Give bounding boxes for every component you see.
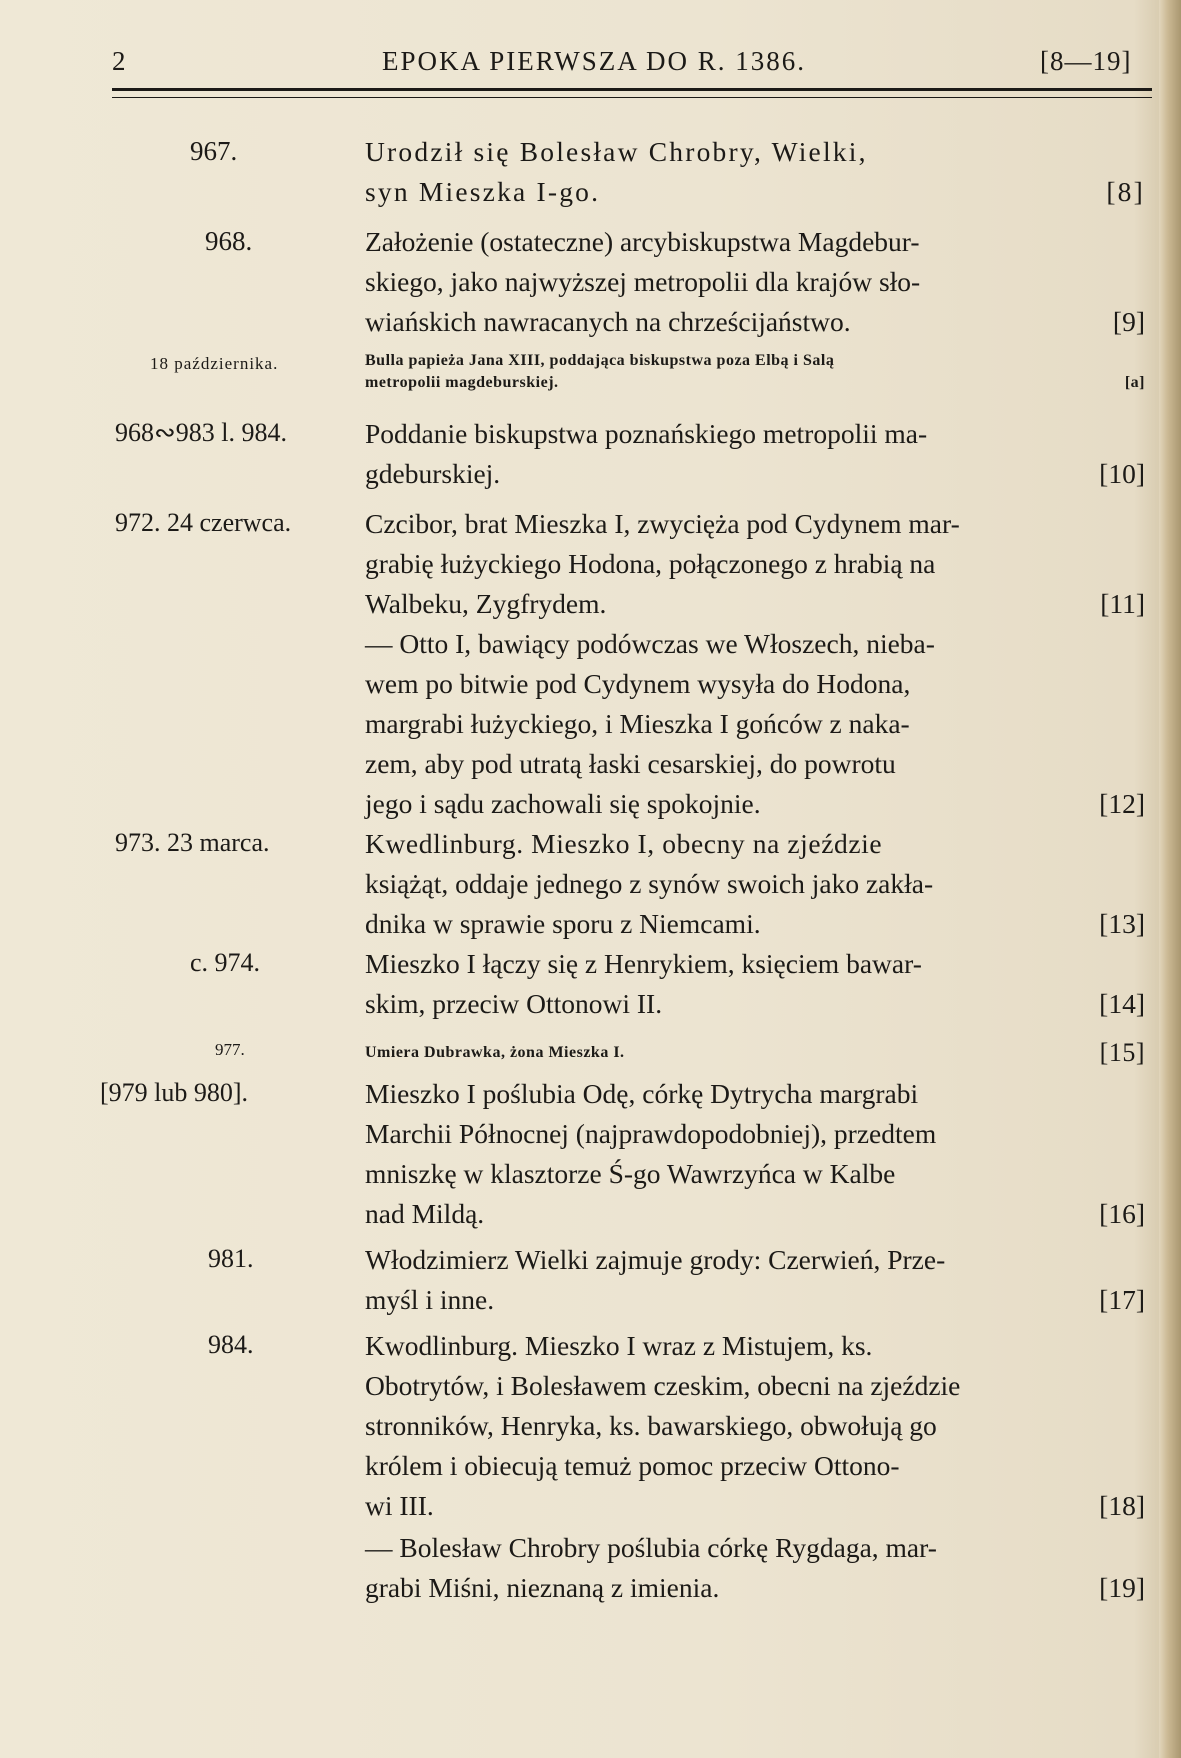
page-edge: [1159, 0, 1181, 1758]
entry-line: Założenie (ostateczne) arcybiskupstwa Magdebur-: [365, 226, 920, 257]
entry-date: c. 974.: [190, 948, 261, 977]
entry-ref: [15]: [1099, 1038, 1145, 1067]
entry-line-last: [365, 584, 1145, 624]
entry-text: [365, 944, 1145, 1024]
entry-date: 977.: [215, 1040, 245, 1059]
entry-line: grabię łużyckiego Hodona, połączonego z hrabią na: [365, 548, 936, 579]
entry-date: 972. 24 czerwca.: [115, 508, 292, 537]
entry-line: syn Mieszka I-go.: [365, 176, 601, 207]
entry-line: — Bolesław Chrobry poślubia córkę Rygdaga, mar-: [365, 1532, 937, 1563]
entry-line-last: [365, 984, 1145, 1024]
entry-line: Mieszko I poślubia Odę, córkę Dytrycha margrabi: [365, 1078, 919, 1109]
entry-ref: [8]: [1106, 176, 1145, 207]
entry-line: grabi Miśni, nieznaną z imienia.: [365, 1572, 720, 1603]
entry-text: [365, 350, 1145, 394]
entry-line: Bulla papieża Jana XIII, poddająca biskupstwa poza Elbą i Salą: [365, 352, 835, 369]
entry-date: 18 października.: [150, 354, 279, 373]
entry-text: [365, 1240, 1145, 1320]
entry-line: Czcibor, brat Mieszka I, zwycięża pod Cydynem mar-: [365, 508, 960, 539]
entry-text: [365, 824, 1145, 944]
running-title: EPOKA PIERWSZA DO R. 1386.: [382, 46, 807, 76]
entry-text: [365, 624, 1145, 824]
entry-line-last: [365, 172, 1145, 212]
entry-line-last: [365, 1568, 1145, 1608]
entry-line: Kwedlinburg. Mieszko I, obecny na zjeździe: [365, 828, 883, 859]
entry-line-last: [365, 454, 1145, 494]
entry-line: Walbeku, Zygfrydem.: [365, 588, 607, 619]
entry-line: Mieszko I łączy się z Henrykiem, księciem bawar-: [365, 948, 922, 979]
entry-range: [8—19]: [1040, 46, 1132, 76]
entry-line: wiańskich nawracanych na chrześcijaństwo.: [365, 306, 851, 337]
entry-text: [365, 414, 1145, 494]
entry-date: 984.: [208, 1330, 254, 1359]
entry-date: 968.: [205, 226, 253, 256]
entry-ref: [14]: [1099, 988, 1145, 1019]
entry-text: [365, 1326, 1145, 1526]
entry-line: książąt, oddaje jednego z synów swoich jako zakła-: [365, 868, 934, 899]
entry-ref: [a]: [1124, 374, 1145, 391]
entry-ref: [11]: [1100, 588, 1145, 619]
entry-ref: [16]: [1099, 1198, 1145, 1229]
entry-line: Marchii Północnej (najprawdopodobniej), przedtem: [365, 1118, 937, 1149]
entry-line-last: [365, 1280, 1145, 1320]
entry-line: wem po bitwie pod Cydynem wysyła do Hodona,: [365, 668, 911, 699]
entry-line: Urodził się Bolesław Chrobry, Wielki,: [365, 136, 868, 167]
entry-line: wi III.: [365, 1490, 434, 1521]
entry-line: Obotrytów, i Bolesławem czeskim, obecni na zjeździe: [365, 1370, 961, 1401]
entry-line: margrabi łużyckiego, i Mieszka I gońców z naka-: [365, 708, 910, 739]
entry-line: Włodzimierz Wielki zajmuje grody: Czerwień, Prze-: [365, 1244, 946, 1275]
entry-text: [365, 132, 1145, 212]
entry-ref: [10]: [1099, 458, 1145, 489]
entry-ref: [17]: [1099, 1284, 1145, 1315]
entry-line-last: [365, 302, 1145, 342]
entry-line-last: [365, 1194, 1145, 1234]
entry-line-last: [365, 1486, 1145, 1526]
entry-text: [365, 1074, 1145, 1234]
entry-line: — Otto I, bawiący podówczas we Włoszech, nieba-: [365, 628, 935, 659]
entry-date: 981.: [208, 1244, 254, 1273]
entry-line: Umiera Dubrawka, żona Mieszka I.: [365, 1044, 625, 1061]
entry-line: skim, przeciw Ottonowi II.: [365, 988, 663, 1019]
entry-line-last: [365, 904, 1145, 944]
entry-line: dnika w sprawie sporu z Niemcami.: [365, 908, 761, 939]
entry-line: nad Mildą.: [365, 1198, 485, 1229]
entry-ref: [13]: [1099, 908, 1145, 939]
entry-line: skiego, jako najwyższej metropolii dla krajów sło-: [365, 266, 921, 297]
entry-line: zem, aby pod utratą łaski cesarskiej, do powrotu: [365, 748, 896, 779]
entry-line: gdeburskiej.: [365, 458, 501, 489]
running-head: [112, 40, 1152, 80]
entry-ref: [19]: [1099, 1572, 1145, 1603]
page-number: 2: [112, 46, 127, 76]
entry-line: mniszkę w klasztorze Ś-go Wawrzyńca w Kalbe: [365, 1158, 896, 1189]
entry-line-last: [365, 372, 1145, 394]
entry-line: metropolii magdeburskiej.: [365, 374, 559, 391]
entry-ref: [12]: [1099, 788, 1145, 819]
entry-line: królem i obiecują temuż pomoc przeciw Ottono-: [365, 1450, 900, 1481]
header-rule: [112, 88, 1152, 98]
entry-line: myśl i inne.: [365, 1284, 495, 1315]
entry-line: Kwodlinburg. Mieszko I wraz z Mistujem, ks.: [365, 1330, 873, 1361]
entry-ref: [9]: [1112, 306, 1145, 337]
entry-date: 967.: [190, 136, 238, 166]
entry-text: [365, 504, 1145, 624]
entry-line: jego i sądu zachowali się spokojnie.: [365, 788, 761, 819]
entry-text: [365, 222, 1145, 342]
entry-ref: [18]: [1099, 1490, 1145, 1521]
entry-text: [365, 1038, 1145, 1068]
entry-date: 973. 23 marca.: [115, 828, 270, 857]
entry-line: stronników, Henryka, ks. bawarskiego, obwołują go: [365, 1410, 937, 1441]
entry-text: [365, 1528, 1145, 1608]
entry-line-last: [365, 1038, 1145, 1068]
entry-date: [979 lub 980].: [100, 1078, 249, 1107]
entry-date: 968∾983 l. 984.: [115, 418, 288, 447]
entry-line: Poddanie biskupstwa poznańskiego metropolii ma-: [365, 418, 928, 449]
entry-line-last: [365, 784, 1145, 824]
